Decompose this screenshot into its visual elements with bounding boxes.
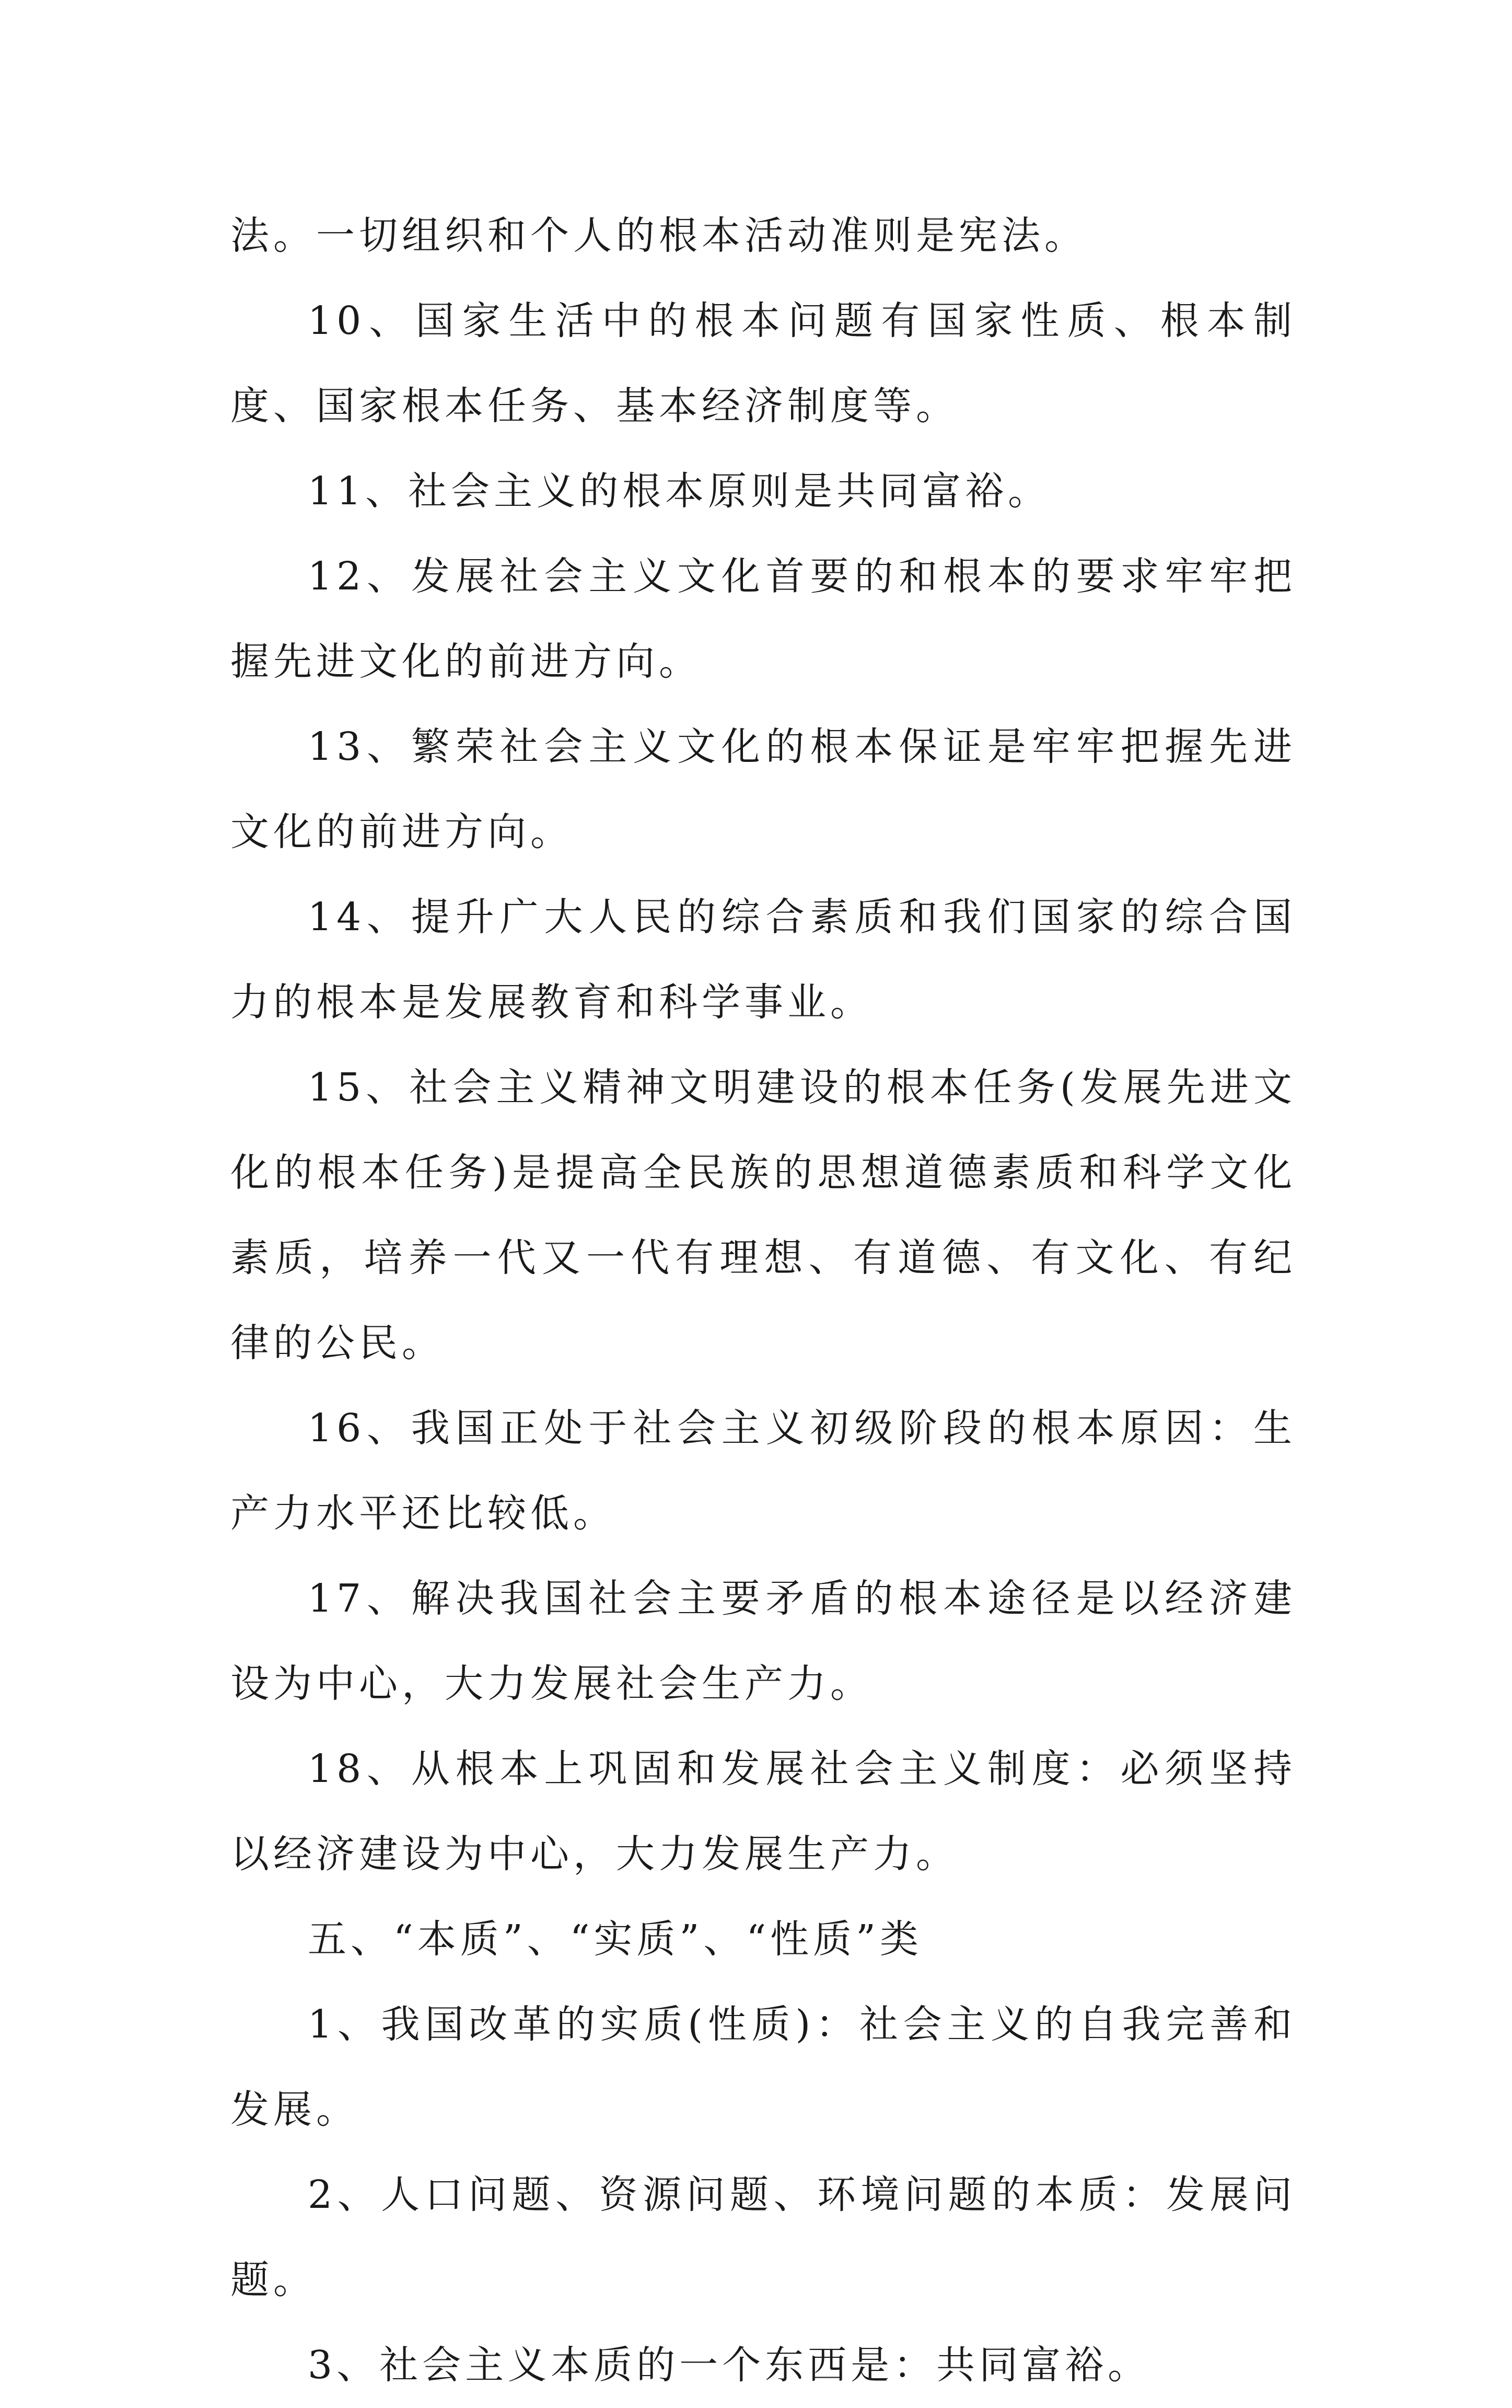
paragraph: 14、提升广大人民的综合素质和我们国家的综合国力的根本是发展教育和科学事业。 [230, 895, 1296, 1025]
paragraph: 17、解决我国社会主要矛盾的根本途径是以经济建设为中心，大力发展社会生产力。 [230, 1576, 1296, 1706]
paragraph: 15、社会主义精神文明建设的根本任务(发展先进文化的根本任务)是提高全民族的思想道德素质和科学文化素质，培养一代又一代有理想、有道德、有文化、有纪律的公民。 [230, 1065, 1296, 1365]
paragraph: 3、社会主义本质的一个东西是：共同富裕。 [308, 2343, 1151, 2388]
paragraph: 13、繁荣社会主义文化的根本保证是牢牢把握先进文化的前进方向。 [230, 724, 1296, 854]
paragraph: 11、社会主义的根本原则是共同富裕。 [308, 469, 1051, 514]
paragraph: 法。一切组织和个人的根本活动准则是宪法。 [230, 213, 1087, 258]
paragraph: 16、我国正处于社会主义初级阶段的根本原因：生产力水平还比较低。 [230, 1406, 1296, 1536]
paragraph: 12、发展社会主义文化首要的和根本的要求牢牢把握先进文化的前进方向。 [230, 554, 1296, 684]
document-body [230, 193, 1296, 2408]
paragraph: 10、国家生活中的根本问题有国家性质、根本制度、国家根本任务、基本经济制度等。 [230, 298, 1296, 429]
paragraph: 1、我国改革的实质(性质)：社会主义的自我完善和发展。 [230, 2002, 1296, 2132]
paragraph: 2、人口问题、资源问题、环境问题的本质：发展问题。 [230, 2172, 1296, 2302]
paragraph: 18、从根本上巩固和发展社会主义制度：必须坚持以经济建设为中心，大力发展生产力。 [230, 1746, 1296, 1877]
paragraph: 五、“本质”、“实质”、“性质”类 [308, 1917, 923, 1962]
